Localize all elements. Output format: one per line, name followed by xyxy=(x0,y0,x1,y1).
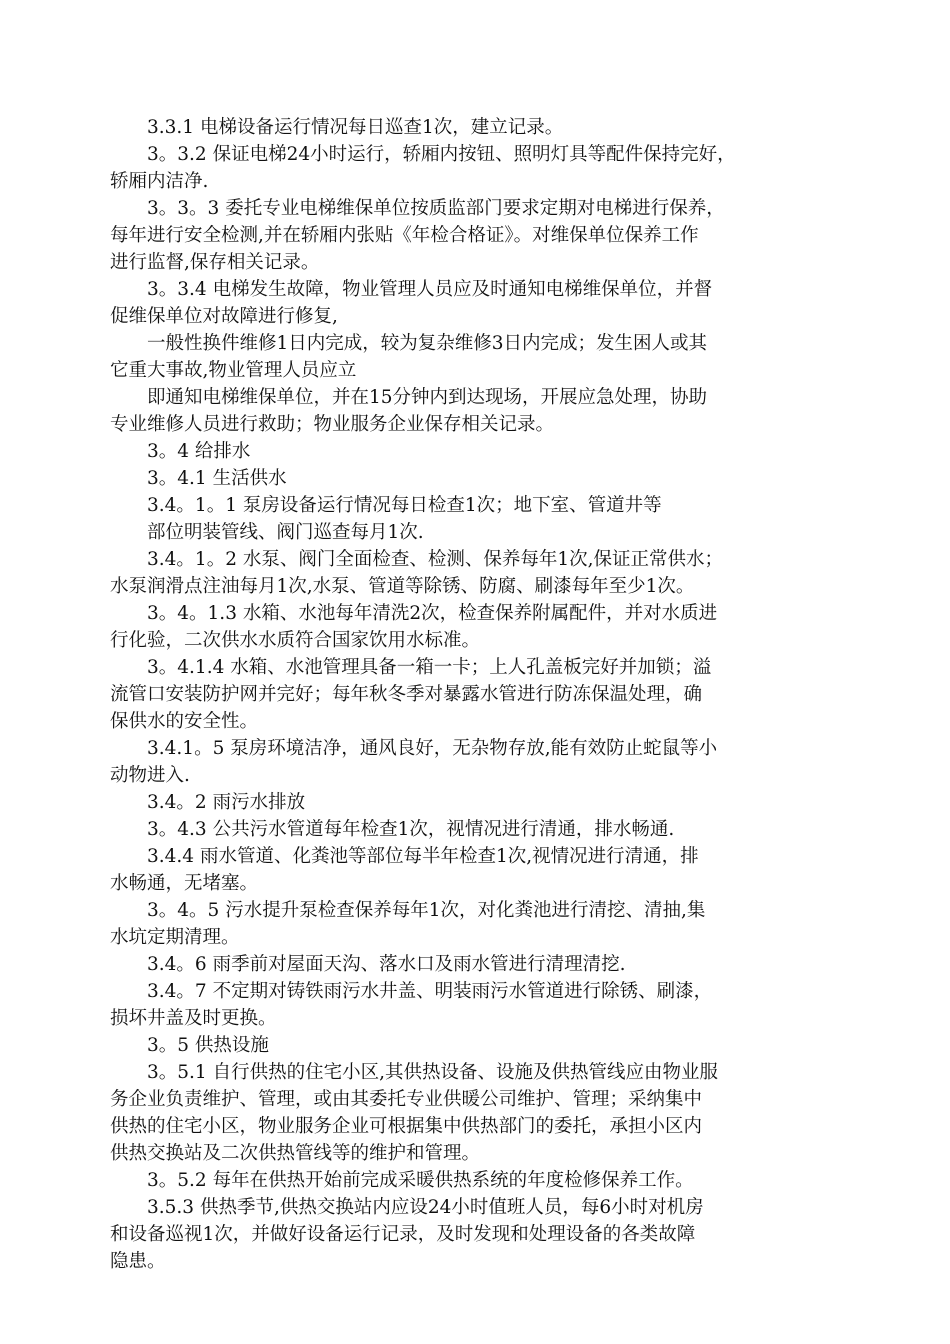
text-line: 专业维修人员进行救助；物业服务企业保存相关记录。 xyxy=(110,414,555,435)
text-line: 3.4。6 雨季前对屋面天沟、落水口及雨水管进行清理清挖. xyxy=(147,954,626,975)
text-line: 流管口安装防护网并完好；每年秋冬季对暴露水管进行防冻保温处理，确 xyxy=(110,684,703,705)
text-line: 促维保单位对故障进行修复, xyxy=(110,306,338,327)
text-line: 一般性换件维修1日内完成，较为复杂维修3日内完成；发生困人或其 xyxy=(147,333,708,354)
text-line: 和设备巡视1次，并做好设备运行记录，及时发现和处理设备的各类故障 xyxy=(110,1224,696,1245)
text-line: 水畅通，无堵塞。 xyxy=(110,873,259,894)
text-line: 行化验，二次供水水质符合国家饮用水标准。 xyxy=(110,630,481,651)
text-line: 保供水的安全性。 xyxy=(110,711,259,732)
text-line: 3。4 给排水 xyxy=(147,441,251,462)
text-line: 3.4.1。5 泵房环境洁净，通风良好，无杂物存放,能有效防止蛇鼠等小 xyxy=(147,738,718,759)
text-line: 3。4。5 污水提升泵检查保养每年1次，对化粪池进行清挖、清抽,集 xyxy=(147,900,706,921)
text-line: 隐患。 xyxy=(110,1251,166,1272)
text-line: 3。3.2 保证电梯24小时运行，轿厢内按钮、照明灯具等配件保持完好， xyxy=(147,144,736,165)
text-line: 轿厢内洁净. xyxy=(110,171,209,192)
text-line: 动物进入. xyxy=(110,765,190,786)
text-line: 3。5.1 自行供热的住宅小区,其供热设备、设施及供热管线应由物业服 xyxy=(147,1062,718,1083)
text-line: 3.3.1 电梯设备运行情况每日巡查1次，建立记录。 xyxy=(147,117,564,138)
text-line: 3。4.1 生活供水 xyxy=(147,468,287,489)
text-line: 部位明装管线、阀门巡查每月1次. xyxy=(147,522,424,543)
text-line: 3。4.3 公共污水管道每年检查1次，视情况进行清通，排水畅通. xyxy=(147,819,675,840)
text-line: 3。4.1.4 水箱、水池管理具备一箱一卡；上人孔盖板完好并加锁；溢 xyxy=(147,657,712,678)
text-line: 3.4。1。1 泵房设备运行情况每日检查1次；地下室、管道井等 xyxy=(147,495,662,516)
text-line: 3.5.3 供热季节,供热交换站内应设24小时值班人员，每6小时对机房 xyxy=(147,1197,704,1218)
text-line: 3。3.4 电梯发生故障，物业管理人员应及时通知电梯维保单位，并督 xyxy=(147,279,713,300)
text-line: 3.4。7 不定期对铸铁雨污水井盖、明装雨污水管道进行除锈、刷漆， xyxy=(147,981,713,1002)
text-line: 供热交换站及二次供热管线等的维护和管理。 xyxy=(110,1143,481,1164)
text-line: 3.4.4 雨水管道、化粪池等部位每半年检查1次,视情况进行清通，排 xyxy=(147,846,699,867)
text-line: 进行监督,保存相关记录。 xyxy=(110,252,320,273)
text-line: 3。5.2 每年在供热开始前完成采暖供热系统的年度检修保养工作。 xyxy=(147,1170,694,1191)
text-line: 即通知电梯维保单位，并在15分钟内到达现场，开展应急处理，协助 xyxy=(147,387,708,408)
text-line: 损坏井盖及时更换。 xyxy=(110,1008,277,1029)
text-line: 3。5 供热设施 xyxy=(147,1035,269,1056)
text-line: 每年进行安全检测,并在轿厢内张贴《年检合格证》。对维保单位保养工作 xyxy=(110,225,699,246)
text-line: 供热的住宅小区，物业服务企业可根据集中供热部门的委托，承担小区内 xyxy=(110,1116,703,1137)
text-line: 3.4。2 雨污水排放 xyxy=(147,792,306,813)
text-line: 水泵润滑点注油每月1次,水泵、管道等除锈、防腐、刷漆每年至少1次。 xyxy=(110,576,695,597)
text-line: 3。4。1.3 水箱、水池每年清洗2次，检查保养附属配件，并对水质进 xyxy=(147,603,718,624)
text-line: 3.4。1。2 水泵、阀门全面检查、检测、保养每年1次,保证正常供水； xyxy=(147,549,723,570)
document-body xyxy=(110,114,832,1275)
text-line: 3。3。3 委托专业电梯维保单位按质监部门要求定期对电梯进行保养， xyxy=(147,198,725,219)
text-line: 它重大事故,物业管理人员应立 xyxy=(110,360,357,381)
text-line: 务企业负责维护、管理，或由其委托专业供暖公司维护、管理；采纳集中 xyxy=(110,1089,703,1110)
text-line: 水坑定期清理。 xyxy=(110,927,240,948)
